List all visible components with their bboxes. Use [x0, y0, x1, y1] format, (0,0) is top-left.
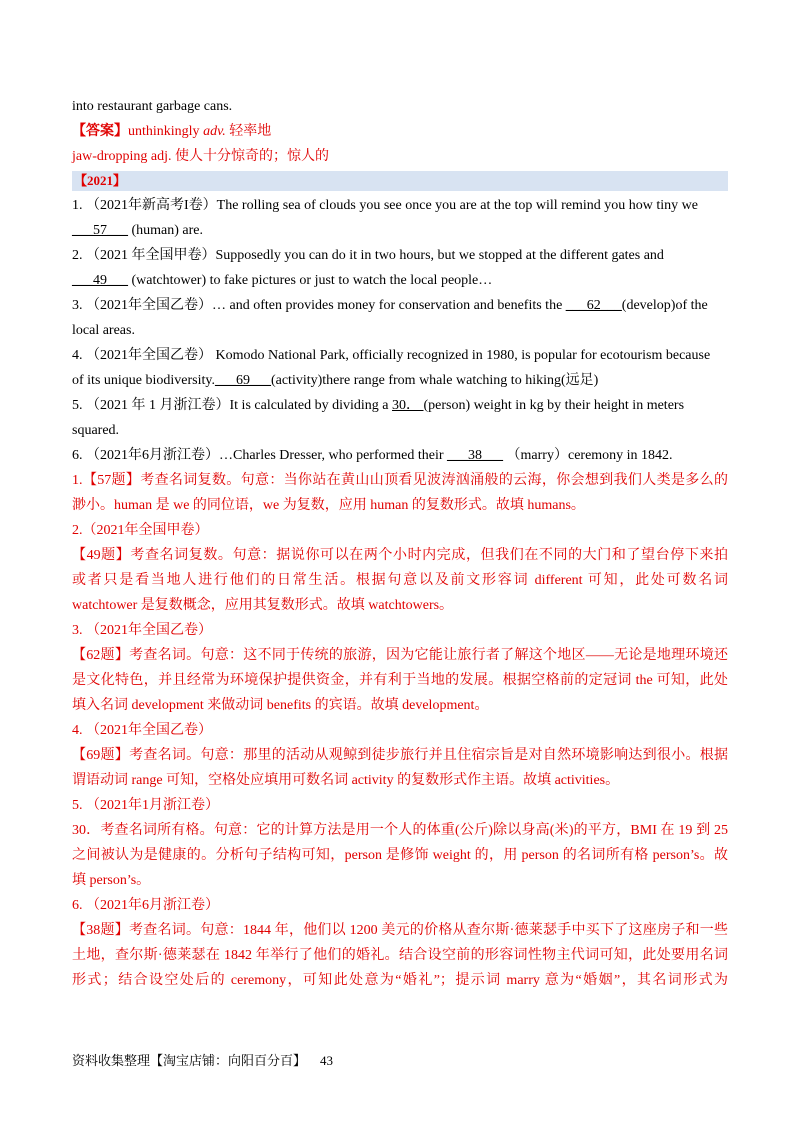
answer-6-source: 6. （2021年6月浙江卷） [72, 898, 219, 913]
page-footer [72, 1050, 333, 1069]
question-5-line-2: squared. [72, 423, 120, 438]
question-3-line-1 [72, 293, 728, 318]
question-6-line-1 [72, 443, 728, 468]
answer-2-mid: 或者只是看当地人进行他们的日常生活。根据句意以及前文形容词 different 可知，此处可数名词 [72, 573, 728, 588]
answer-word: unthinkingly [128, 124, 200, 139]
answer-6-head: 【38题】考查名词。句意：1844 年，他们以 1200 美元的价格从查尔斯·德莱瑟手中买下了这座房子和一些 [72, 923, 728, 938]
answer-meaning: 轻率地 [229, 124, 272, 139]
answer-2-tail: watchtower 是复数概念，应用其复数形式。故填 watchtowers。 [72, 598, 454, 613]
footer-text: 资料收集整理【淘宝店铺：向阳百分百】 [72, 1054, 307, 1069]
answer-4-source: 4. （2021年全国乙卷） [72, 723, 212, 738]
page-number: 43 [320, 1053, 334, 1068]
question-1-line-1: 1. （2021年新高考I卷）The rolling sea of clouds you see once you are at the top will remind you how tiny we [72, 198, 698, 213]
document-page [72, 94, 728, 993]
question-2-line-1: 2. （2021 年全国甲卷）Supposedly you can do it in two hours, but we stopped at the different gates and [72, 248, 664, 263]
question-4-pre: of its unique biodiversity. [72, 373, 215, 388]
question-4-line-2 [72, 368, 728, 393]
vocab-line: jaw-dropping adj. 使人十分惊奇的；惊人的 [72, 149, 330, 164]
question-3-line-2: local areas. [72, 323, 135, 338]
answer-2-head: 【49题】考查名词复数。句意：据说你可以在两个小时内完成，但我们在不同的大门和了望台停下来拍 [72, 548, 728, 563]
answer-2-source: 2.（2021年全国甲卷） [72, 523, 209, 538]
question-2-line-2 [72, 268, 728, 293]
answer-5-source: 5. （2021年1月浙江卷） [72, 798, 219, 813]
intro-line: into restaurant garbage cans. [72, 99, 233, 114]
question-3-rest: (develop)of the [621, 298, 708, 313]
question-4-line-1: 4. （2021年全国乙卷） Komodo National Park, officially recognized in 1980, is popular for ecotourism because [72, 348, 711, 363]
answer-6-tail: 形式；结合设空处后的 ceremony，可知此处意为“婚礼”；提示词 marry 意为“婚姻”，其名词形式为 [72, 973, 728, 988]
question-5-line-1 [72, 393, 728, 418]
answer-5-mid: 之间被认为是健康的。分析句子结构可知，person 是修饰 weight 的，用 person 的名词所有格 person’s。故 [72, 848, 728, 863]
answer-6-mid: 土地，查尔斯·德莱瑟在 1842 年举行了他们的婚礼。结合设空前的形容词性物主代词可知，此处要用名词 [72, 948, 728, 963]
question-5-rest: (person) weight in kg by their height in meters [423, 398, 685, 413]
question-6-rest: （marry）ceremony in 1842. [503, 448, 673, 463]
question-6-text: 6. （2021年6月浙江卷）…Charles Dresser, who performed their [72, 448, 448, 463]
question-5-blank: 30． [392, 398, 424, 413]
answer-3-source: 3. （2021年全国乙卷） [72, 623, 212, 638]
answer-1-head: 1.【57题】考查名词复数。句意：当你站在黄山山顶看见波涛汹涌般的云海，你会想到我们人类是多么的 [72, 473, 728, 488]
question-4-blank: ___69___ [214, 373, 271, 388]
question-2-rest: (watchtower) to fake pictures or just to watch the local people… [128, 273, 493, 288]
answer-line [72, 119, 728, 144]
answer-1-tail: 渺小。human 是 we 的同位语，we 为复数，应用 human 的复数形式。故填 humans。 [72, 498, 585, 513]
question-2-blank: ___49___ [72, 273, 128, 288]
question-5-text: 5. （2021 年 1 月浙江卷）It is calculated by dividing a [72, 398, 393, 413]
answer-3-tail: 填入名词 development 来做动词 benefits 的宾语。故填 development。 [72, 698, 489, 713]
question-1-rest: (human) are. [128, 223, 204, 238]
question-1-blank: ___57___ [72, 223, 128, 238]
answer-4-head: 【69题】考查名词。句意：那里的活动从观鲸到徒步旅行并且住宿宗旨是对自然环境影响达到很小。根据 [72, 748, 728, 763]
section-header: 【2021】 [72, 171, 728, 191]
question-3-blank: ___62___ [565, 298, 622, 313]
answer-4-tail: 谓语动词 range 可知，空格处应填用可数名词 activity 的复数形式作主语。故填 activities。 [72, 773, 620, 788]
answer-label: 【答案】 [72, 124, 128, 139]
question-1-line-2 [72, 218, 728, 243]
answer-explanations [72, 468, 728, 993]
answer-3-mid: 是文化特色，并且经常为环境保护提供资金，并有利于当地的发展。根据空格前的定冠词 the 可知，此处 [72, 673, 728, 688]
answer-5-tail: 填 person’s。 [72, 873, 151, 888]
question-3-text: 3. （2021年全国乙卷）… and often provides money for conservation and benefits the [72, 298, 566, 313]
answer-5-head: 30．考查名词所有格。句意：它的计算方法是用一个人的体重(公斤)除以身高(米)的平方，BMI 在 19 到 25 [72, 823, 728, 838]
answer-3-head: 【62题】考查名词。句意：这不同于传统的旅游，因为它能让旅行者了解这个地区——无论是地理环境还 [72, 648, 728, 663]
answer-pos: adv. [203, 124, 226, 139]
question-4-rest: (activity)there range from whale watching to hiking(远足) [270, 373, 599, 388]
question-6-blank: ___38___ [447, 448, 504, 463]
